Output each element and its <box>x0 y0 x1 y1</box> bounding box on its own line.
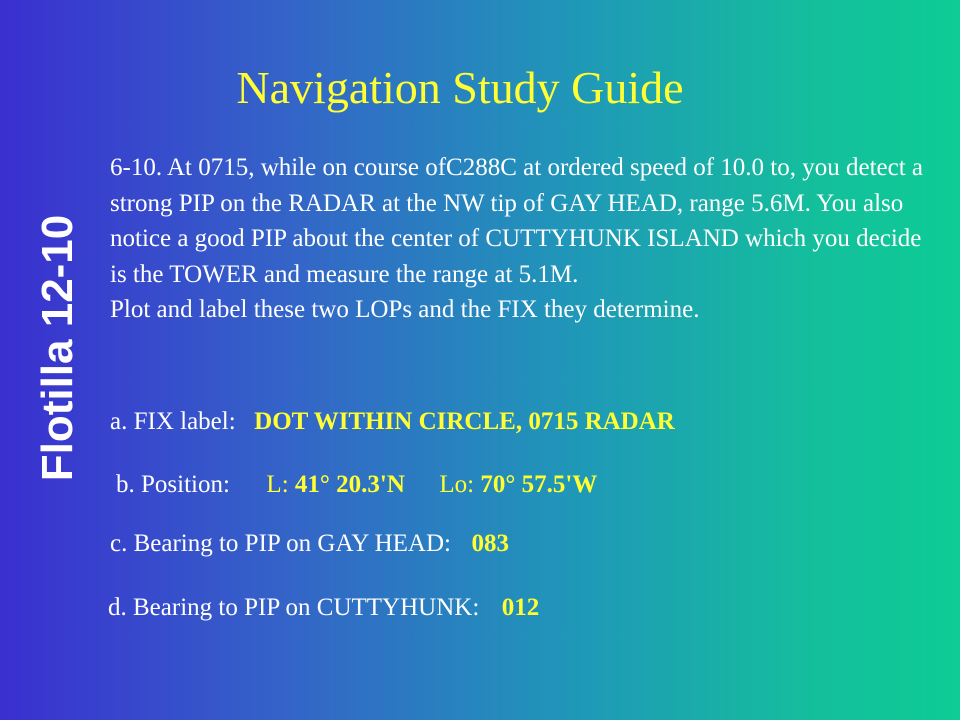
question-instruction: Plot and label these two LOPs and the FIX they determine. <box>110 296 700 323</box>
latitude-value: 41° 20.3'N <box>294 471 405 498</box>
longitude-prefix: Lo: <box>439 471 475 498</box>
answer-a-value: DOT WITHIN CIRCLE, 0715 RADAR <box>254 408 675 435</box>
answer-d-value: 012 <box>501 594 540 621</box>
answer-d-row <box>108 591 539 625</box>
answer-c-value: 083 <box>471 530 509 557</box>
answer-c-row <box>110 527 509 561</box>
longitude-value: 70° 57.5'W <box>480 471 598 498</box>
question-text: 6-10. At 0715, while on course ofC288C at ordered speed of 10.0 to, you detect a strong PIP on the RADAR at the NW tip of GAY HEAD, range 5.6M. You also notice a good PIP about the center of CUTTYHUNK ISLAND which you decide is the TOWER and measure the range at 5.1M. <box>110 154 924 288</box>
flotilla-side-label: Flotilla 12-10 <box>33 214 82 482</box>
slide-title: Navigation Study Guide <box>236 62 684 113</box>
question-block <box>110 150 930 328</box>
answer-b-row <box>116 468 597 502</box>
answer-a-row <box>110 405 675 439</box>
answer-d-label: d. Bearing to PIP on CUTTYHUNK: <box>108 594 480 621</box>
answer-c-label: c. Bearing to PIP on GAY HEAD: <box>110 530 451 557</box>
latitude-prefix: L: <box>266 471 289 498</box>
answer-b-label: b. Position: <box>116 471 230 498</box>
answer-a-label: a. FIX label: <box>110 408 236 435</box>
